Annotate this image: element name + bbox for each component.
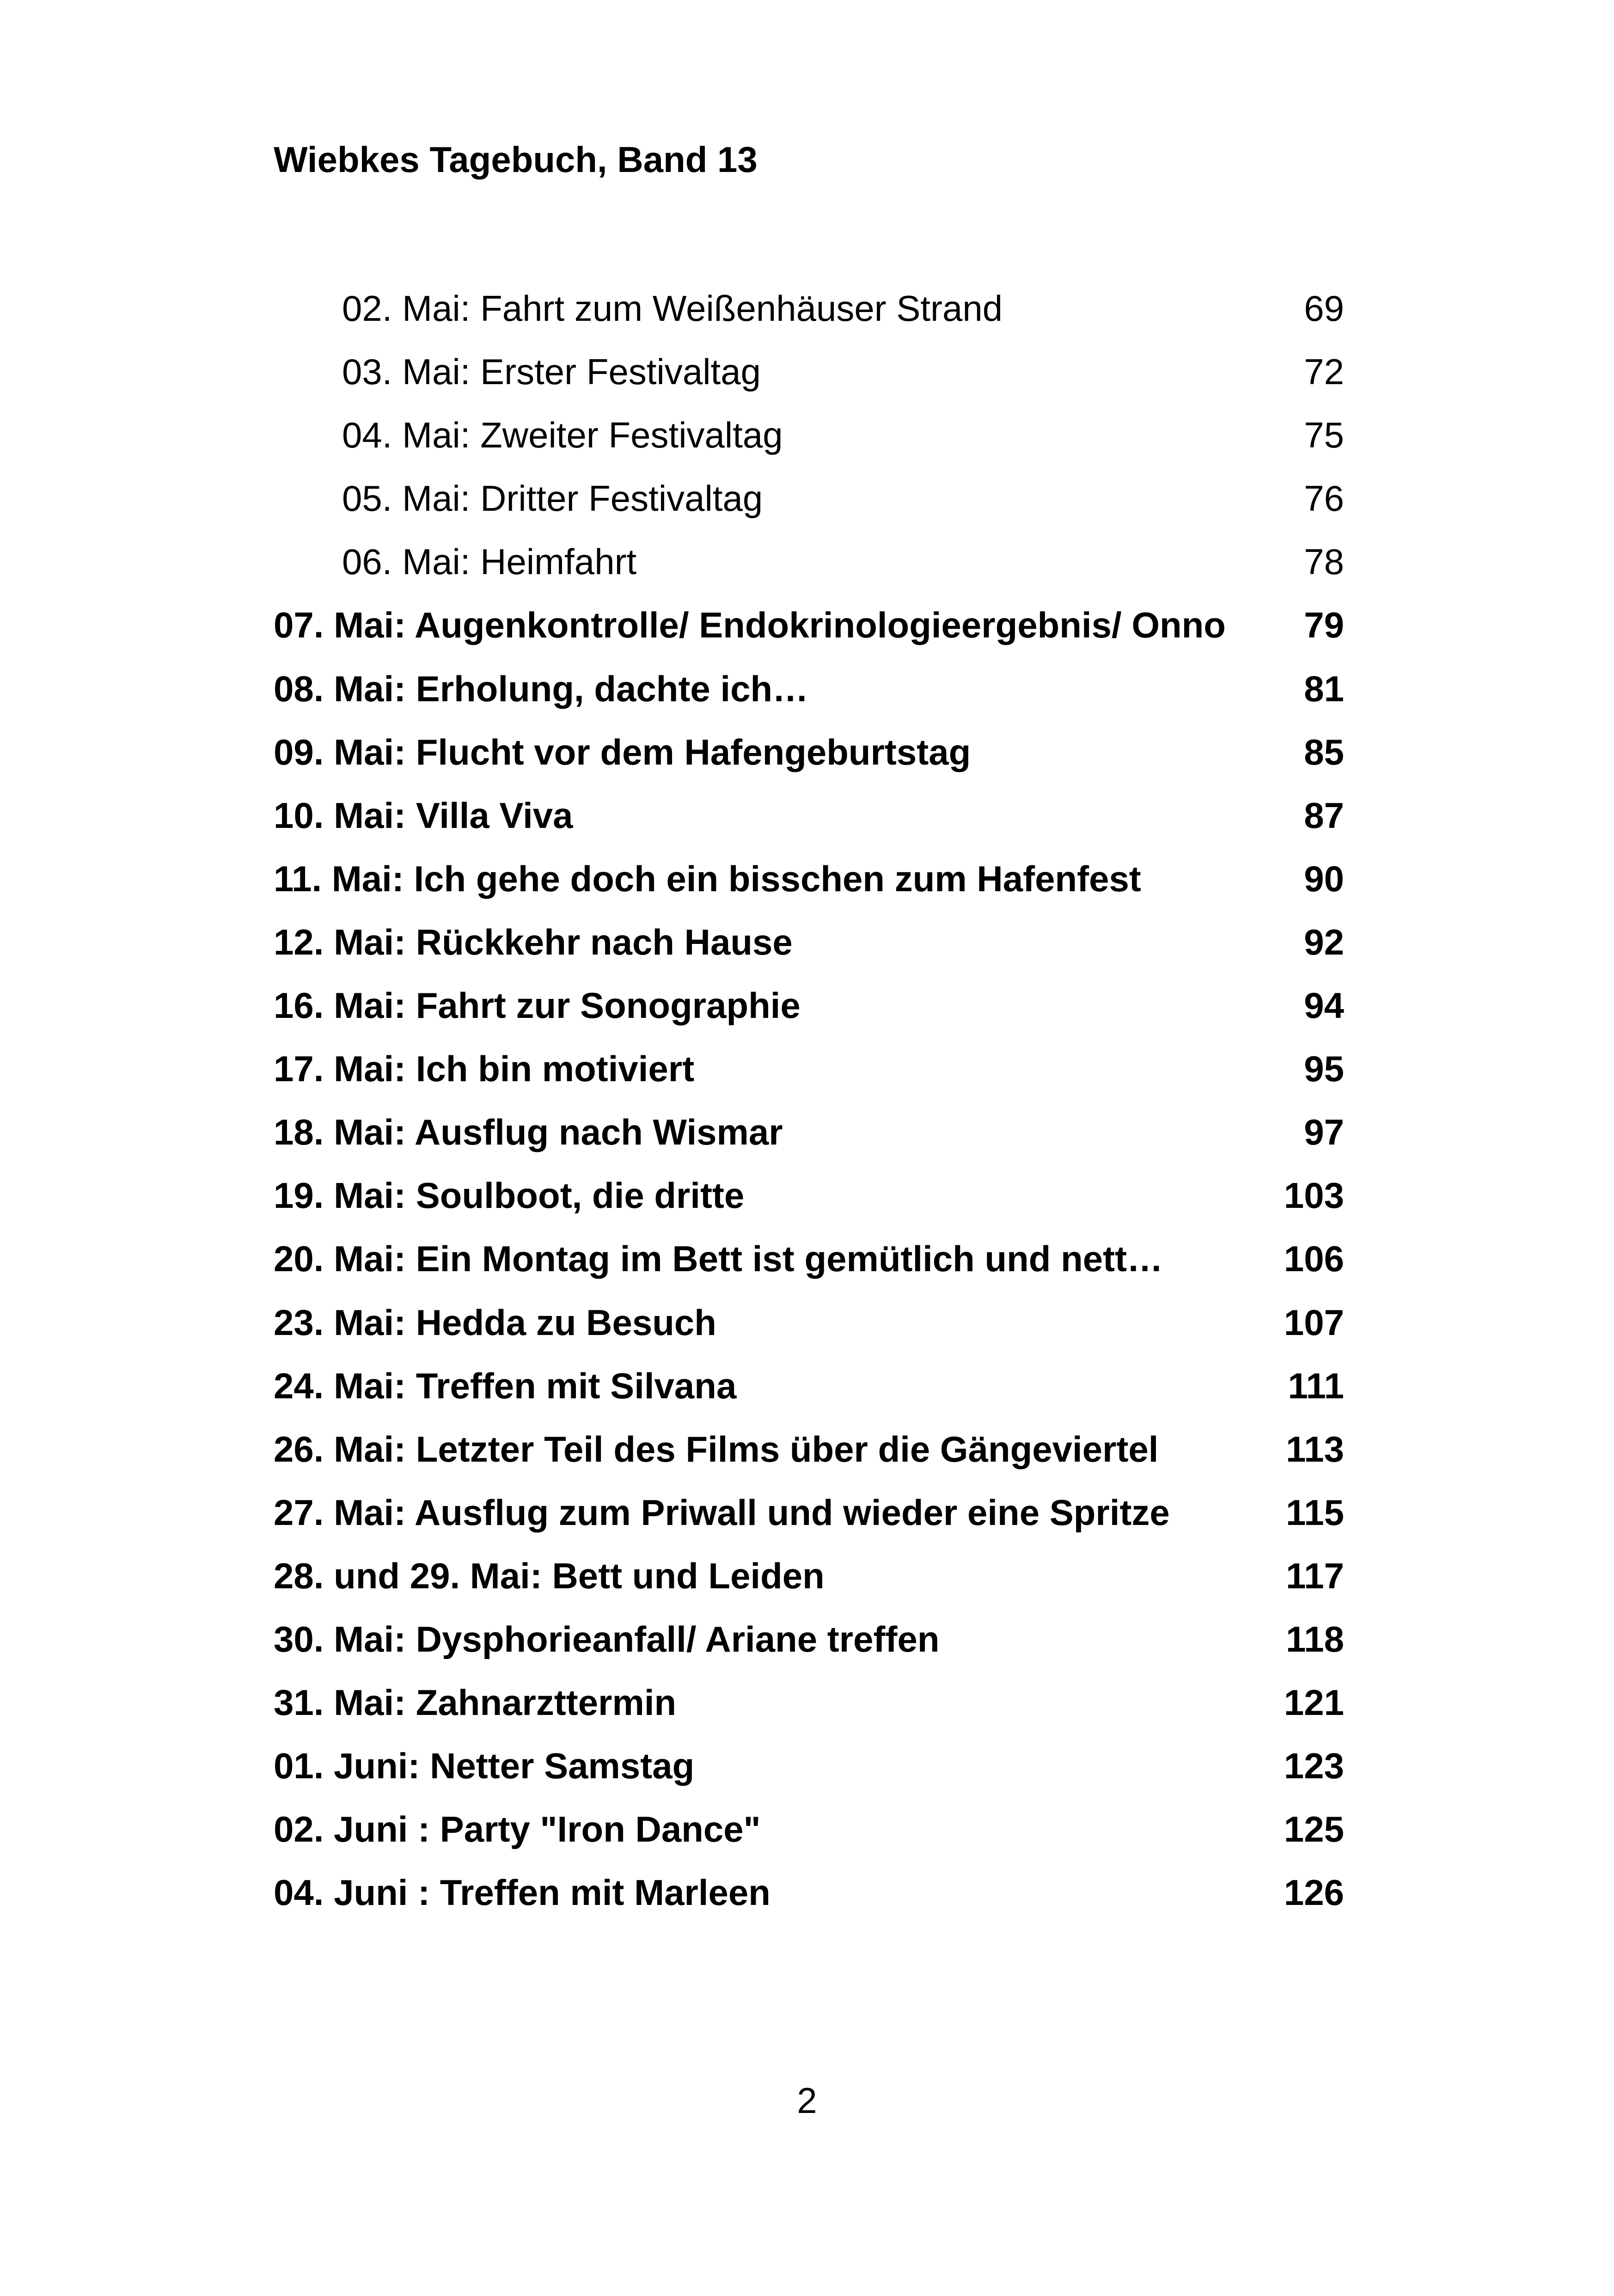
toc-entry-title: 27. Mai: Ausflug zum Priwall und wieder eine Spritze: [274, 1492, 1170, 1533]
toc-entry: [274, 417, 1344, 480]
toc-entry-page-number: 76: [1304, 478, 1344, 519]
toc-entry: [274, 731, 1344, 797]
toc-entry-title: 05. Mai: Dritter Festivaltag: [342, 478, 763, 519]
toc-entry: [274, 1365, 1344, 1431]
toc-entry-title: 07. Mai: Augenkontrolle/ Endokrinologieergebnis/ Onno: [274, 605, 1226, 646]
toc-entry: [274, 668, 1344, 734]
page-heading: Wiebkes Tagebuch, Band 13: [274, 139, 758, 180]
toc-entry-page-number: 126: [1284, 1872, 1344, 1913]
toc-entry-page-number: 92: [1304, 921, 1344, 962]
toc-entry: [274, 290, 1344, 354]
toc-entry: [274, 858, 1344, 924]
toc-entry-page-number: 72: [1304, 351, 1344, 392]
toc-entry: [274, 921, 1344, 987]
toc-entry-page-number: 117: [1286, 1555, 1344, 1596]
toc-entry-page-number: 87: [1304, 795, 1344, 836]
table-of-contents: [274, 290, 1344, 1938]
toc-entry-title: 04. Juni : Treffen mit Marleen: [274, 1872, 770, 1913]
toc-entry-page-number: 81: [1304, 668, 1344, 709]
toc-entry-page-number: 115: [1286, 1492, 1344, 1533]
toc-entry: [274, 1684, 1344, 1748]
toc-entry-page-number: 123: [1284, 1745, 1344, 1787]
toc-entry-title: 16. Mai: Fahrt zur Sonographie: [274, 985, 801, 1026]
toc-entry: [274, 1114, 1344, 1177]
toc-entry-page-number: 103: [1284, 1175, 1344, 1216]
toc-entry-page-number: 78: [1304, 541, 1344, 582]
toc-entry-title: 01. Juni: Netter Samstag: [274, 1745, 695, 1787]
toc-entry-title: 03. Mai: Erster Festivaltag: [342, 351, 761, 392]
toc-entry: [274, 1428, 1344, 1494]
toc-entry-page-number: 90: [1304, 858, 1344, 899]
page-number: 2: [797, 2080, 817, 2121]
toc-entry: [274, 1811, 1344, 1874]
toc-entry-title: 26. Mai: Letzter Teil des Films über die Gängeviertel: [274, 1428, 1159, 1469]
toc-entry: [274, 797, 1344, 861]
toc-entry: [274, 1874, 1344, 1938]
toc-entry-title: 20. Mai: Ein Montag im Bett ist gemütlich und nett…: [274, 1238, 1163, 1280]
toc-entry: [274, 480, 1344, 544]
toc-entry: [274, 1494, 1344, 1558]
toc-entry: [274, 1618, 1344, 1684]
toc-entry-page-number: 125: [1284, 1809, 1344, 1850]
toc-entry-title: 24. Mai: Treffen mit Silvana: [274, 1365, 737, 1406]
toc-entry: [274, 1048, 1344, 1114]
toc-entry-page-number: 79: [1304, 605, 1344, 646]
toc-entry-page-number: 75: [1304, 415, 1344, 456]
toc-entry: [274, 1304, 1344, 1368]
toc-entry: [274, 541, 1344, 607]
toc-entry-title: 12. Mai: Rückkehr nach Hause: [274, 921, 793, 962]
toc-entry-page-number: 95: [1304, 1048, 1344, 1090]
toc-entry-title: 23. Mai: Hedda zu Besuch: [274, 1302, 716, 1343]
toc-entry: [274, 351, 1344, 417]
toc-entry-page-number: 111: [1288, 1365, 1344, 1406]
toc-entry-title: 02. Juni : Party "Iron Dance": [274, 1809, 761, 1850]
toc-entry-title: 09. Mai: Flucht vor dem Hafengeburtstag: [274, 731, 971, 772]
toc-entry-page-number: 107: [1284, 1302, 1344, 1343]
toc-entry-page-number: 69: [1304, 288, 1344, 329]
toc-entry-page-number: 97: [1304, 1112, 1344, 1153]
toc-entry-page-number: 121: [1284, 1682, 1344, 1723]
toc-entry-title: 19. Mai: Soulboot, die dritte: [274, 1175, 745, 1216]
toc-entry-title: 04. Mai: Zweiter Festivaltag: [342, 415, 783, 456]
toc-entry-title: 31. Mai: Zahnarzttermin: [274, 1682, 677, 1723]
toc-entry-title: 06. Mai: Heimfahrt: [342, 541, 637, 582]
toc-entry-title: 11. Mai: Ich gehe doch ein bisschen zum Hafenfest: [274, 858, 1141, 899]
toc-entry: [274, 987, 1344, 1051]
toc-entry-title: 08. Mai: Erholung, dachte ich…: [274, 668, 809, 709]
toc-entry: [274, 1555, 1344, 1621]
toc-entry-title: 30. Mai: Dysphorieanfall/ Ariane treffen: [274, 1618, 940, 1659]
toc-entry-page-number: 118: [1286, 1618, 1344, 1659]
toc-entry-title: 10. Mai: Villa Viva: [274, 795, 573, 836]
toc-entry: [274, 1238, 1344, 1304]
toc-entry-page-number: 94: [1304, 985, 1344, 1026]
toc-entry-title: 17. Mai: Ich bin motiviert: [274, 1048, 695, 1090]
toc-entry: [274, 1745, 1344, 1811]
toc-entry-page-number: 85: [1304, 731, 1344, 772]
toc-entry: [274, 1177, 1344, 1241]
toc-entry-page-number: 113: [1286, 1428, 1344, 1469]
toc-entry-title: 02. Mai: Fahrt zum Weißenhäuser Strand: [342, 288, 1003, 329]
toc-entry-title: 18. Mai: Ausflug nach Wismar: [274, 1112, 783, 1153]
toc-entry-title: 28. und 29. Mai: Bett und Leiden: [274, 1555, 825, 1596]
toc-entry-page-number: 106: [1284, 1238, 1344, 1280]
toc-entry: [274, 607, 1344, 670]
